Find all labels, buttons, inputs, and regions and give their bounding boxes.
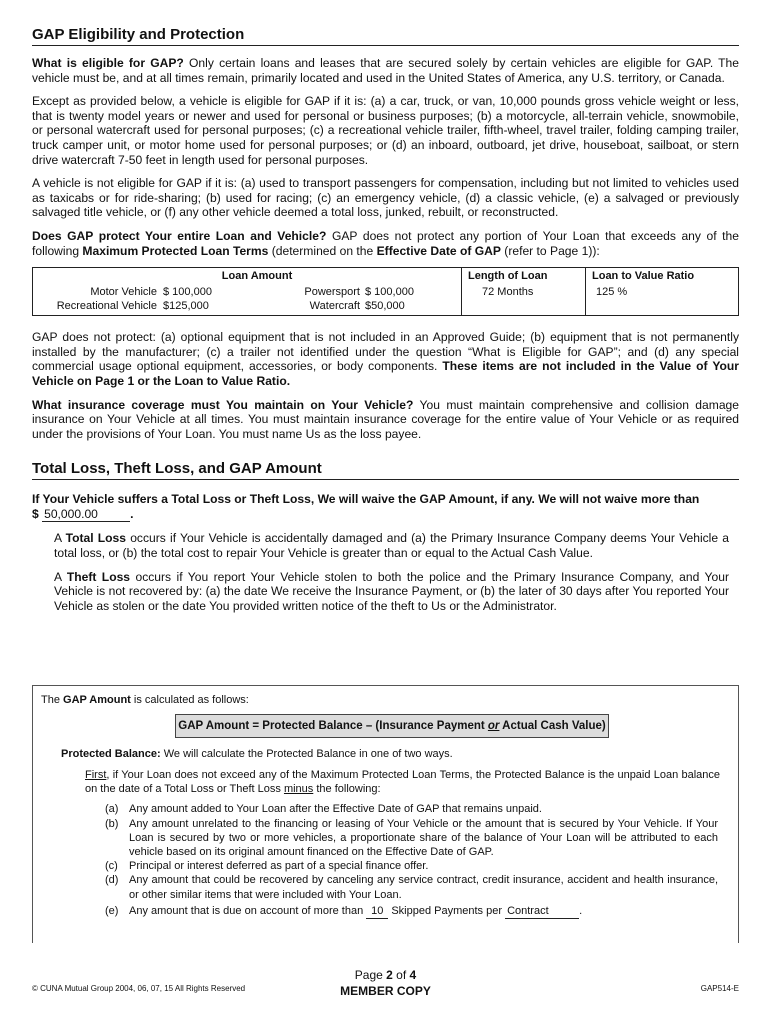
list-item: (c) Principal or interest deferred as part of a special finance offer. [105,860,429,873]
motor-vehicle-label: Motor Vehicle [90,286,157,299]
watercraft-label: Watercraft [309,300,360,313]
gap-formula: GAP Amount = Protected Balance – (Insurance Payment or Actual Cash Value) [175,714,609,738]
loan-length-value: 72 Months [482,286,534,299]
ltv-value: 125 [596,286,615,299]
paragraph-total-loss: A Total Loss occurs if Your Vehicle is accidentally damaged and (a) the Primary Insurance Company deems Your Vehicle a total loss, or (b) the total cost to repair Your Vehicle is greater than or equal to the Actual Cash Value. [54,531,730,561]
paragraph-not-eligible: A vehicle is not eligible for GAP if it is: (a) used to transport passengers for compensation, including but not limited to vehicles used as taxicabs or for ride-sharing; (b) used for racing; (c) an emergency vehicle, (d) a classic vehicle, (e) a salvaged or previously salvaged title vehicle, or (f) any other vehicle deemed a total loss, junked, rebuilt, or reconstructed. [32,176,739,220]
powersport-value: $ 100,000 [365,286,414,299]
section-title-eligibility: GAP Eligibility and Protection [32,26,739,46]
list-item: (b) Any amount unrelated to the financing or leasing of Your Vehicle or the amount that is secured by Your Vehicle. If Your Loan is secured by two or more vehicles, a proportionate share of the balance of Your Loan will be attributed to each vehicle based on its original amount financed on the Effective Date of GAP. [105,817,718,859]
paragraph-theft-loss: A Theft Loss occurs if You report Your Vehicle stolen to both the police and the Primary Insurance Company, and Your Vehicle is not recovered by: (a) the date We receive the Insurance Payment, or (b) the later of 30 days after You reported Your Vehicle as stolen or the date You provided written notice of the theft to Us or the Administrator. [54,569,729,613]
paragraph-protection: Does GAP protect Your entire Loan and Vehicle? GAP does not protect any portion of Your Loan that exceeds any of the following Maximum Protected Loan Terms (determined on the Effective Date of GAP (refer to Page 1)): [32,228,739,258]
gap-calculation-box [32,685,739,943]
ltv-cell [586,268,739,316]
loan-terms-table [32,267,739,316]
section-title-total-loss: Total Loss, Theft Loss, and GAP Amount [32,460,739,480]
calc-intro: The GAP Amount is calculated as follows: [41,694,249,706]
document-page [32,26,739,613]
first-method: First, if Your Loan does not exceed any of the Maximum Protected Loan Terms, the Protected Balance is the unpaid Loan balance on the date of a Total Loss or Theft Loss minus the following: [85,769,720,796]
loan-length-header: Length of Loan [468,270,548,283]
skipped-payments-period: Contract [505,904,579,919]
paragraph-insurance: What insurance coverage must You maintain on Your Vehicle? You must maintain comprehensive and collision damage insurance on Your Vehicle at all times. You must maintain insurance coverage for the entire value of Your Vehicle or as required under the provisions of Your Loan. You must name Us as the loss payee. [32,397,739,441]
skipped-payments-count: 10 [366,904,388,919]
ltv-header: Loan to Value Ratio [592,270,695,283]
protected-balance: Protected Balance: We will calculate the Protected Balance in one of two ways. [61,748,453,760]
deduction-list [105,802,720,919]
page-number: Page 2 of 4 [354,968,417,982]
loan-amount-header: Loan Amount [221,270,293,283]
watercraft-value: $50,000 [365,300,405,313]
loan-amount-cell [33,268,462,316]
copyright: © CUNA Mutual Group 2004, 06, 07, 15 All Rights Reserved [32,984,246,993]
recreational-vehicle-value: $125,000 [163,300,209,313]
loan-length-cell [462,268,586,316]
paragraph-waive: If Your Vehicle suffers a Total Loss or Theft Loss, We will waive the GAP Amount, if any. We will not waive more than $ 50,000.00 . [32,492,700,521]
list-item: (e) Any amount that is due on account of more than 10 Skipped Payments per Contract . [105,904,720,919]
list-item: (a) Any amount added to Your Loan after the Effective Date of GAP that remains unpaid. [105,803,542,816]
waive-amount: 50,000.00 [42,507,130,523]
copy-label: MEMBER COPY [340,984,431,998]
page-footer [32,968,739,1002]
paragraph-eligible-vehicles: Except as provided below, a vehicle is eligible for GAP if it is: (a) a car, truck, or van, 10,000 pounds gross vehicle weight or less, that is twenty model years or newer and used for personal or business purposes; (b) a motorcycle, all-terrain vehicle, snowmobile, or personal watercraft used for personal purposes; (c) a recreational vehicle trailer, fifth-wheel, travel trailer, folding camping trailer, truck camper unit, or motor home used for personal purposes; or (d) an inboard, outboard, jet drive, houseboat, sailboat, or stern drive watercraft 7-50 feet in length used for personal purposes. [32,94,739,167]
recreational-vehicle-label: Recreational Vehicle [56,300,157,313]
paragraph-eligible: What is eligible for GAP? Only certain loans and leases that are secured solely by certain vehicles are eligible for GAP. The vehicle must be, and at all times remain, primarily located and used in the United States of America, any U.S. territory, or Canada. [32,56,739,85]
motor-vehicle-value: $ 100,000 [163,286,212,299]
powersport-label: Powersport [304,286,360,299]
list-item: (d) Any amount that could be recovered by canceling any service contract, credit insurance, accident and health insurance, or other similar items that were included with Your Loan. [105,874,718,901]
paragraph-not-protected: GAP does not protect: (a) optional equipment that is not included in an Approved Guide; (b) equipment that is not permanently installed by the manufacturer; (c) a trailer not identified under the question “What is Eligible for GAP”; and (d) any special commercial usage optional equipment, accessories, or body components. These items are not included in the Value of Your Vehicle on Page 1 or the Loan to Value Ratio. [32,330,739,388]
form-code: GAP514-E [700,984,739,993]
ltv-unit: % [617,286,628,299]
